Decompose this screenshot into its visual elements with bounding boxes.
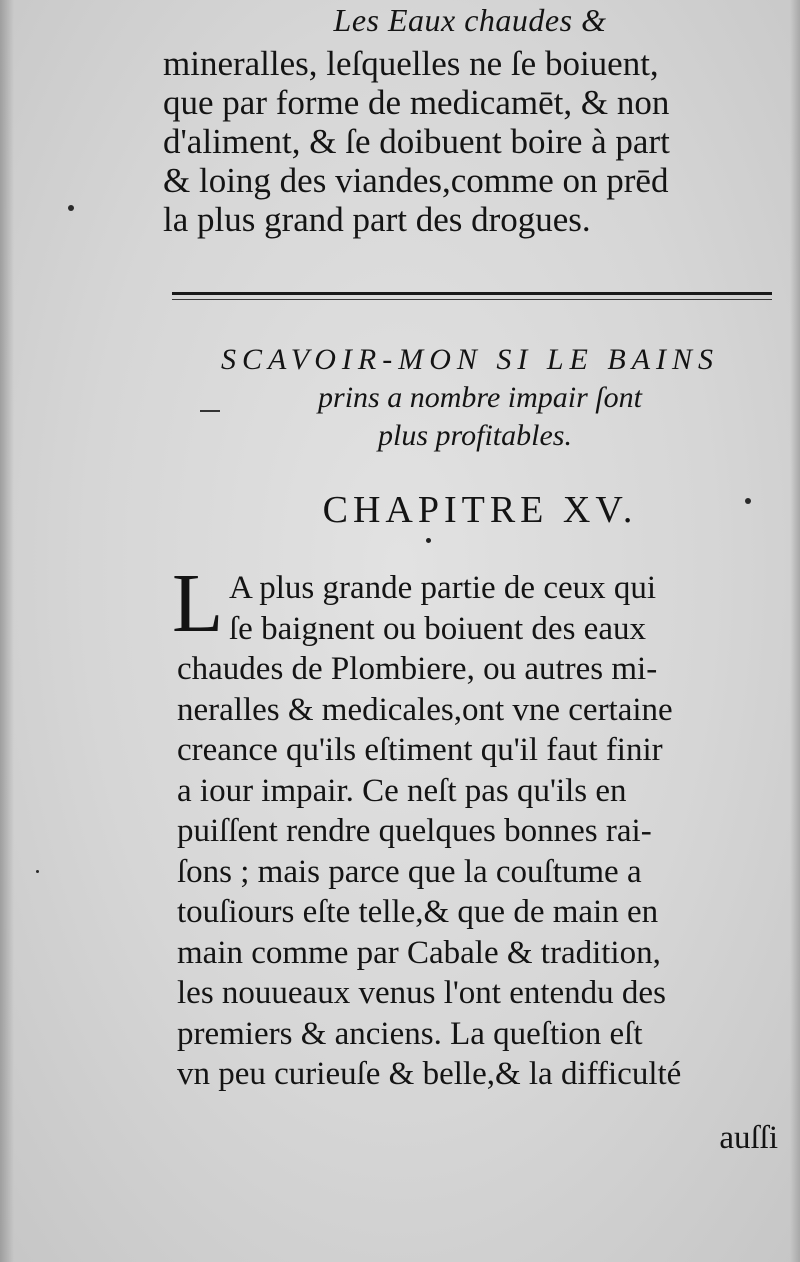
ink-speck	[68, 205, 74, 211]
text-line: creance qu'ils eſtiment qu'il faut finir	[177, 732, 663, 768]
ink-speck	[36, 870, 39, 873]
section-rule	[172, 292, 772, 300]
page-left-edge	[0, 0, 14, 1262]
text-line: a iour impair. Ce neſt pas qu'ils en	[177, 772, 627, 809]
running-head: Les Eaux chaudes &	[333, 2, 607, 38]
text-line: chaudes de Plombiere, ou autres mi-	[177, 651, 658, 687]
chapter-title-line: SCAVOIR-MON SI LE BAINS	[220, 343, 720, 376]
text-line: la plus grand part des drogues.	[163, 200, 591, 239]
text-line: neralles & medicales,ont vne certaine	[177, 691, 673, 728]
text-line: que par forme de medicamēt, & non	[163, 83, 670, 122]
text-line: & loing des viandes,comme on prēd	[163, 161, 669, 200]
text-line: main comme par Cabale & tradition,	[177, 934, 661, 971]
text-line: A plus grande partie de ceux qui	[229, 570, 657, 606]
text-line: touſiours eſte telle,& que de main en	[177, 894, 659, 930]
catchword: auſſi	[719, 1120, 778, 1156]
text-line: les nouueaux venus l'ont entendu des	[177, 975, 666, 1011]
text-line: d'aliment, & ſe doibuent boire à part	[163, 122, 670, 161]
text-line: ſons ; mais parce que la couſtume a	[177, 853, 642, 890]
title-dash-mark	[200, 410, 220, 412]
chapter-number: CHAPITRE XV.	[322, 489, 638, 531]
text-line: puiſſent rendre quelques bonnes rai-	[177, 813, 652, 849]
drop-cap: L	[172, 557, 224, 650]
chapter-title-line: plus profitables.	[378, 419, 572, 452]
page-right-edge	[790, 0, 800, 1262]
dot-ornament	[426, 538, 431, 543]
text-line: vn peu curieuſe & belle,& la difficulté	[177, 1056, 682, 1092]
text-line: premiers & anciens. La queſtion eſt	[177, 1015, 643, 1052]
continued-paragraph	[163, 44, 773, 239]
text-line: mineralles, leſquelles ne ſe boiuent,	[163, 44, 659, 83]
chapter-title-line: prins a nombre impair ſont	[318, 381, 642, 414]
text-line: ſe baignent ou boiuent des eaux	[229, 610, 646, 647]
chapter-title	[165, 340, 775, 456]
chapter-body	[177, 568, 777, 1095]
